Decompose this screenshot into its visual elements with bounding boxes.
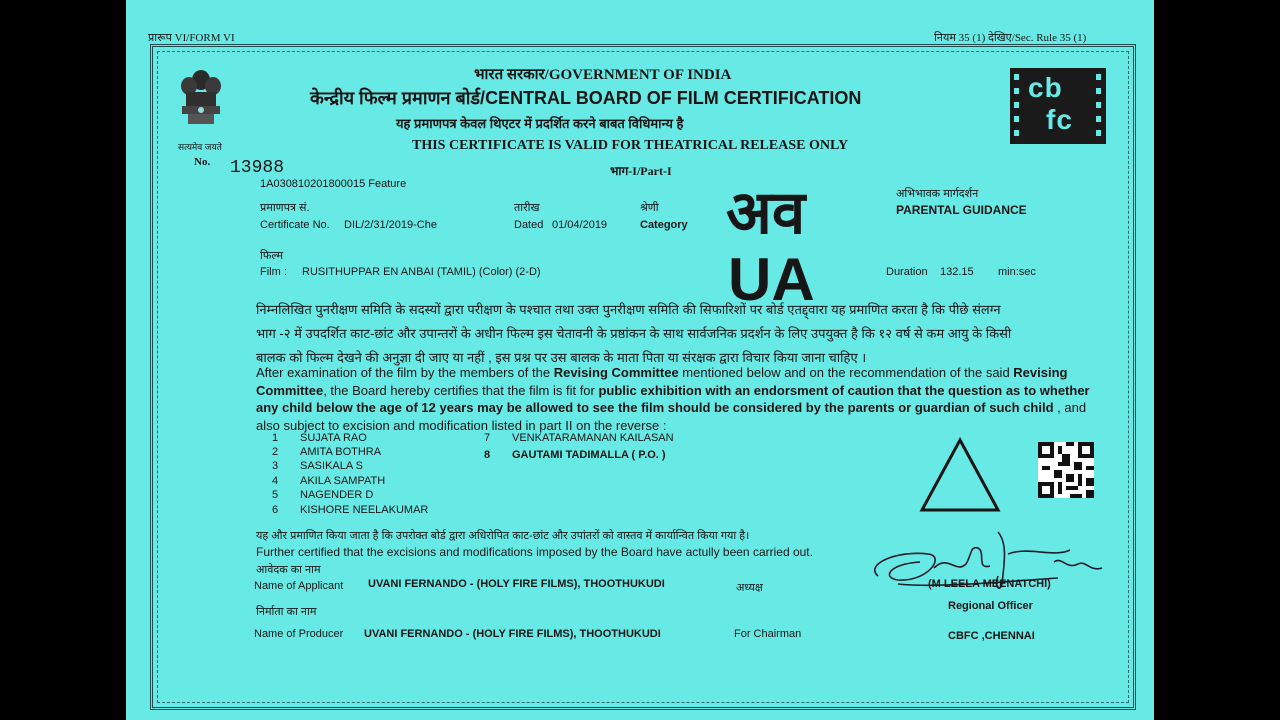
certificate-number: DIL/2/31/2019-Che (344, 219, 437, 231)
qr-code-icon (1038, 442, 1094, 498)
member-number: 2 (272, 446, 279, 458)
validity-hindi: यह प्रमाणपत्र केवल थिएटर में प्रदर्शित करने बाबत विधिमान्य है (396, 116, 684, 131)
member-number: 5 (272, 489, 279, 501)
para-text: After examination of the film by the members of the (256, 365, 554, 380)
english-certification-paragraph (256, 364, 1108, 434)
film-title: RUSITHUPPAR EN ANBAI (TAMIL) (Color) (2-D) (302, 266, 541, 278)
hindi-certification-line-2: भाग -२ में उपदर्शित काट-छांट और उपान्तरों के अधीन फिल्म इस चेतावनी के प्रष्ठांकन के साथ सार्वजनिक प्रदर्शन के लिए उपयुक्त है कि १२ वर्ष से कम आयु के किसी (256, 326, 1012, 341)
member-name: KISHORE NEELAKUMAR (300, 504, 429, 516)
applicant-label: Name of Applicant (254, 580, 344, 592)
film-label-hindi: फिल्म (260, 250, 284, 262)
committee-member (272, 460, 363, 472)
category-label-hindi: श्रेणी (640, 202, 659, 214)
officer-title: Regional Officer (948, 600, 1033, 612)
para-bold: Revising Committee (256, 365, 1068, 398)
certificate-label-hindi: प्रमाणपत्र सं. (260, 202, 310, 214)
board-title-hindi: केन्द्रीय फिल्म प्रमाणन बोर्ड/ (310, 88, 486, 108)
member-name: VENKATARAMANAN KAILASAN (512, 432, 674, 444)
member-name: AKILA SAMPATH (300, 475, 386, 487)
further-certified-english: Further certified that the excisions and modifications imposed by the Board have actully been carried out. (256, 545, 813, 559)
parental-guidance-hindi: अभिभावक मार्गदर्शन (896, 188, 979, 200)
duration-value: 132.15 (940, 266, 974, 278)
member-number: 3 (272, 460, 279, 472)
certificate-date: 01/04/2019 (552, 219, 608, 231)
applicant-name: UVANI FERNANDO - (HOLY FIRE FILMS), THOOTHUKUDI (368, 578, 665, 590)
producer-name: UVANI FERNANDO - (HOLY FIRE FILMS), THOOTHUKUDI (364, 628, 661, 640)
serial-number: 13988 (230, 158, 285, 178)
film-label: Film : (260, 266, 287, 278)
member-number: 6 (272, 504, 279, 516)
para-text: , the Board hereby certifies that the film is fit for (323, 382, 599, 398)
triangle-symbol-icon (918, 436, 1002, 514)
rating-hindi: अव (726, 179, 806, 246)
committee-member (272, 475, 385, 487)
emblem-motto: सत्यमेव जयते (178, 142, 222, 152)
date-label-hindi: तारीख (514, 202, 540, 214)
chairman-label-hindi: अध्यक्ष (736, 582, 763, 594)
duration-unit: min:sec (998, 266, 1036, 278)
certificate-document (126, 0, 1154, 720)
member-number: 1 (272, 432, 279, 444)
hindi-certification-line-3: बालक को फिल्म देखने की अनुज्ञा दी जाए या नहीं , इस प्रश्न पर उस बालक के माता पिता या संरक्षक द्वारा विचार किया जाना चाहिए । (256, 350, 867, 365)
government-heading: भारत सरकार/GOVERNMENT OF INDIA (474, 67, 732, 83)
serial-label: No. (194, 156, 211, 168)
member-name: NAGENDER D (300, 489, 374, 501)
board-title (310, 86, 861, 110)
committee-member (272, 504, 428, 516)
national-emblem-icon (176, 66, 226, 140)
member-number: 4 (272, 475, 279, 487)
committee-member (484, 449, 666, 461)
logo-text-bottom: fc (1046, 104, 1073, 135)
para-bold: public exhibition with an endorsment of caution that the question as to whether any child below the age of 12 years may be allowed to see the film should be considered by the parents or guardian of such child (256, 382, 1090, 415)
officer-office: CBFC ,CHENNAI (948, 630, 1035, 642)
member-number: 7 (484, 432, 491, 444)
reference-number: 1A030810201800015 Feature (260, 178, 407, 190)
member-name: SASIKALA S (300, 460, 363, 472)
rating-code: UA (728, 246, 815, 313)
committee-member (272, 489, 373, 501)
committee-member (272, 432, 367, 444)
committee-member (272, 446, 381, 458)
officer-name: (M LEELA MEENATCHI) (928, 578, 1051, 590)
for-chairman-label: For Chairman (734, 628, 802, 640)
member-name: SUJATA RAO (300, 432, 367, 444)
producer-label: Name of Producer (254, 628, 344, 640)
validity-english: THIS CERTIFICATE IS VALID FOR THEATRICAL RELEASE ONLY (412, 138, 849, 153)
para-text: , and also subject to excision and modification listed in part II on the reverse : (256, 400, 1087, 433)
form-number: प्रारूप VI/FORM VI (148, 32, 235, 44)
hindi-certification-line-1: निम्नलिखित पुनरीक्षण समिति के सदस्यों द्वारा परीक्षण के पश्चात तथा उक्त पुनरीक्षण समिति की सिफारिशों पर बोर्ड एतद्द्वारा यह प्रमाणित करता है कि पीछे संलग्न (256, 302, 1001, 317)
date-label: Dated (514, 219, 544, 231)
category-label: Category (640, 219, 688, 231)
rule-reference: नियम 35 (1) देखिए/Sec. Rule 35 (1) (934, 32, 1087, 44)
member-number: 8 (484, 449, 491, 461)
member-name: AMITA BOTHRA (300, 446, 382, 458)
certificate-label: Certificate No. (260, 219, 330, 231)
producer-label-hindi: निर्माता का नाम (256, 606, 317, 618)
para-bold: Revising Committee (553, 365, 679, 380)
logo-text-top: cb (1028, 72, 1063, 103)
duration-label: Duration (886, 266, 928, 278)
part-label: भाग-I/Part-I (610, 164, 672, 178)
board-title-english: CENTRAL BOARD OF FILM CERTIFICATION (485, 88, 862, 108)
applicant-label-hindi: आवेदक का नाम (256, 564, 321, 576)
further-certified-hindi: यह और प्रमाणित किया जाता है कि उपरोक्त बोर्ड द्वारा अधिरोपित काट-छांट और उपांतरों को वास्तव में कार्यान्वित किया गया है। (256, 530, 750, 542)
para-text: mentioned below and on the recommendation of the said (678, 365, 1014, 380)
parental-guidance: PARENTAL GUIDANCE (896, 203, 1027, 217)
committee-member (484, 432, 674, 444)
cbfc-logo-icon (1010, 68, 1106, 144)
member-name: GAUTAMI TADIMALLA ( P.O. ) (512, 449, 666, 461)
